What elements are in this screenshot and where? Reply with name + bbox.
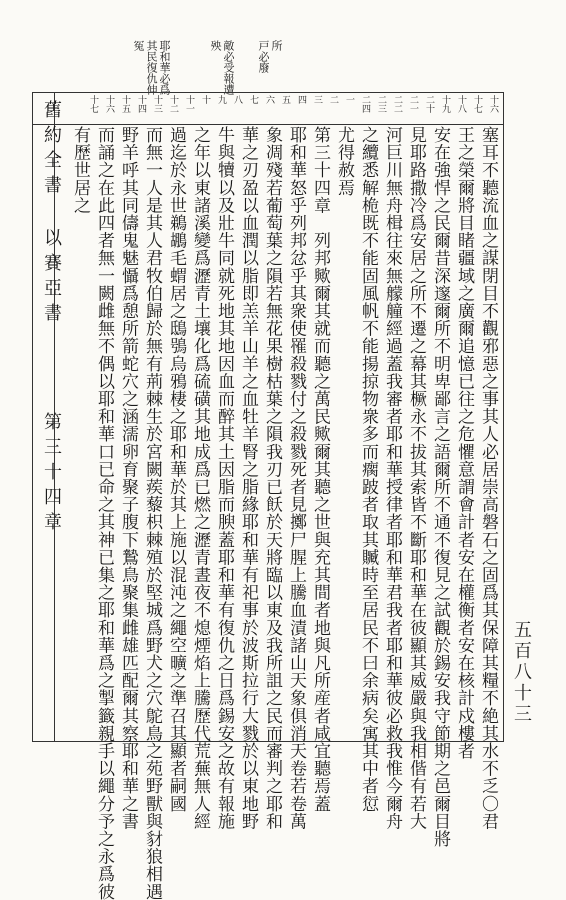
verse-number: 十九 [440,95,450,113]
verse-number: 三 [312,95,322,104]
verse-number: 十一 [184,95,194,113]
text-column: 耶和華怒乎列邦忿乎其衆使罹殺戮付之殺戮死者見擲尸腥上騰血漬諸山天象俱消天卷若卷萬 [286,126,306,830]
verse-number: 十七 [88,95,98,113]
text-column: 有歷世居之 [70,126,90,214]
headnote-house-2: 戸必廢 [257,40,270,73]
headnote-avenge-3: 冤 [132,40,145,51]
verse-number: 十五 [120,95,130,113]
text-column: 之纜悉解桅既不能固風帆不能揚掠物衆多而瘸跛者取其贓時至居民不曰余病矣寓其中者愆 [358,126,378,813]
verse-number: 十八 [456,95,466,113]
text-column: 過迄於永世鵜鶘毛蝟居之鴟鴞烏鴉棲之耶和華於其上施以混沌之繩空曠之準召其顯者嗣國 [166,126,186,813]
verse-number: 九 [216,95,226,104]
text-column: 安在強悍之民爾昔深邃爾所不明卑鄙言之語爾所不通不復見之試觀於錫安我守節期之邑爾目將 [430,126,450,848]
section-title: 以賽亞書 [41,228,62,328]
verse-number: 七 [248,95,258,104]
text-column: 尤得赦焉 [334,126,354,197]
verse-number: 二三 [376,95,386,113]
chapter-title: 第三十四章 [41,412,62,537]
verse-number: 二 [328,95,338,104]
verse-number: 四 [296,95,306,104]
verse-number-rule [32,124,504,125]
text-column: 而誦之在此四者無一闕雌無不偶以耶和華口已命之其神已集之耶和華爲之掣籤親手以繩分予之永爲彼 [94,126,114,900]
verse-number: 十六 [104,95,114,113]
verse-number: 十四 [136,95,146,113]
verse-number: 五 [280,95,290,104]
headnote-enemy-2: 殃 [209,40,222,51]
verse-number: 十二 [168,95,178,113]
text-column: 野羊呼其同儔鬼魅懾爲憩所箭蛇穴之涵濡卵育聚子腹下鷙鳥聚集雌雄匹配爾其察耶和華之書 [118,126,138,830]
verse-number: 二四 [360,95,370,113]
verse-number-row [60,95,500,123]
headnote-enemy: 敵必受報遭 [222,40,235,95]
verse-number: 六 [264,95,274,104]
text-column: 塞耳不聽流血之謀閉目不觀邪惡之事其人必居崇高磐石之固爲其保障其糧不絶其水不乏〇君 [478,126,498,830]
text-column: 之年以東諸溪變爲瀝青土壤化爲硫磺其地成爲已燃之瀝青晝夜不熄煙焰上騰歷代荒蕪無人經 [190,126,210,830]
headnote-avenge: 耶和華必爲 [158,40,171,95]
verse-number: 二一 [408,95,418,113]
verse-number: 十三 [152,95,162,113]
page-number: 五百八十三 [511,620,532,725]
text-column: 華之刃盈以血潤以脂即羔羊山羊之血牡羊腎之脂緣耶和華有祀事於波斯拉行大戮於以東地野 [238,126,258,830]
right-margin-rule [503,92,504,742]
verse-number: 十 [200,95,210,104]
text-column: 牛與犢以及壯牛同就死地其地因血而醉其土因脂而腴蓋耶和華有復仇之日爲錫安之故有報施 [214,126,234,830]
headnote-house: 所 [270,40,283,51]
book-title: 舊約全書 [41,100,62,200]
text-column: 河巨川無舟楫往來無艨艟經過蓋我審者耶和華授律者耶和華君我者耶和華彼必救我惟今爾舟 [382,126,402,830]
verse-number: 一 [344,95,354,104]
text-body [58,126,498,900]
text-column: 象凋殘若葡萄葉之隕若無花果樹枯葉之隕我刃已飫於天將臨以東及我所詛之民而審判之耶和 [262,126,282,830]
verse-number: 八 [232,95,242,104]
text-column: 王之榮爾將目睹疆域之廣爾追憶已往之危懼意謂會計者安在權衡者安在核計戍樓者 [454,126,474,760]
headnote-avenge-2: 其民復仇伸 [145,40,158,95]
chapter-start-column: 第三十四章 列邦歟爾其就而聽之萬民歟爾其聽之世與充其間者地與凡所産者咸宜聽焉蓋 [310,126,330,813]
text-column: 見耶路撒冷爲安居之所不遷之幕其橛永不拔其索皆不斷耶和華在彼顯其威嚴與我相偕有若大 [406,126,426,830]
text-column: 而無一人是其人君牧伯歸於無有荊棘生於宮闕蒺藜枳棘殖於堅城爲野犬之穴鴕鳥之苑野獸與豺狼相遇 [142,126,162,900]
verse-number: 二二 [392,95,402,113]
verse-number: 十七 [472,95,482,113]
verse-number: 二十 [424,95,434,113]
verse-number: 十六 [488,95,498,113]
